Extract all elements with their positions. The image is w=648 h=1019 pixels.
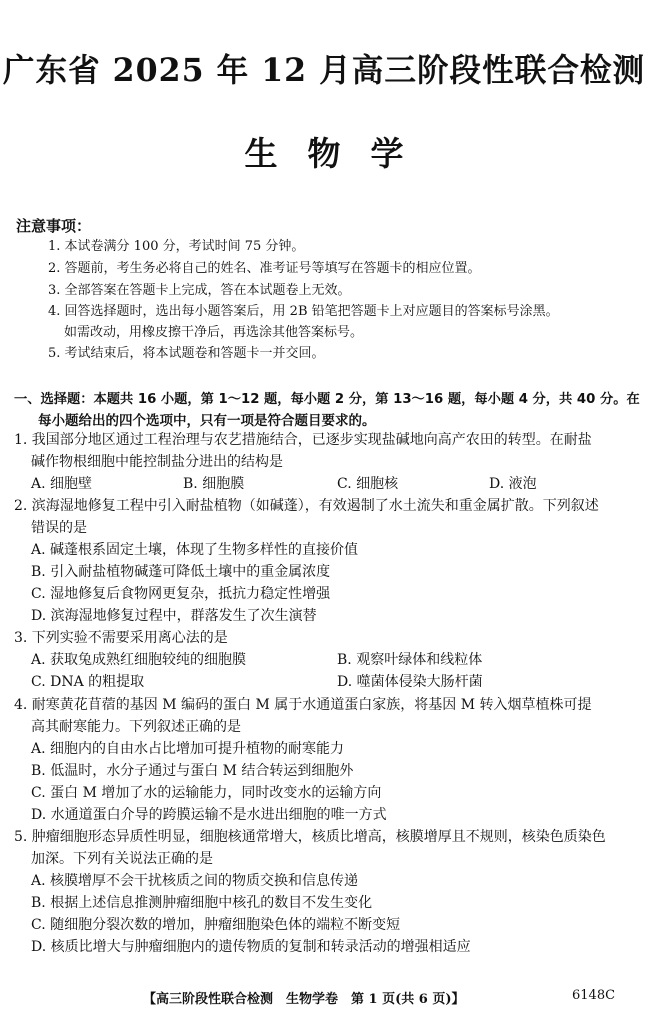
question-1-option-a: A. 细胞壁 [31,476,93,492]
question-4-option-a: A. 细胞内的自由水占比增加可提升植物的耐寒能力 [31,741,345,757]
question-3-option-d: D. 噬菌体侵染大肠杆菌 [337,674,483,690]
question-1-option-d: D. 液泡 [489,476,537,492]
question-5-option-b: B. 根据上述信息推测肿瘤细胞中核孔的数目不发生变化 [31,895,373,911]
question-5-option-c: C. 随细胞分裂次数的增加，肿瘤细胞染色体的端粒不断变短 [31,917,401,933]
question-3-stem: 3. 下列实验不需要采用离心法的是 [14,630,228,646]
question-5-option-a: A. 核膜增厚不会干扰核质之间的物质交换和信息传递 [31,873,359,889]
question-1-stem: 1. 我国部分地区通过工程治理与农艺措施结合，已逐步实现盐碱地向高产农田的转型。在耐盐 [14,432,592,448]
question-1-option-b: B. 细胞膜 [183,476,245,492]
question-1-stem-cont: 碱作物根细胞中能控制盐分进出的结构是 [31,454,283,470]
question-4-option-b: B. 低温时，水分子通过与蛋白 M 结合转运到细胞外 [31,763,354,779]
note-item: 3. 全部答案在答题卡上完成，答在本试题卷上无效。 [48,283,351,298]
question-2-option-d: D. 滨海湿地修复过程中，群落发生了次生演替 [31,608,317,624]
note-item: 5. 考试结束后，将本试题卷和答题卡一并交回。 [48,346,325,361]
question-3-option-b: B. 观察叶绿体和线粒体 [337,652,483,668]
footer-code: 6148C [572,988,616,1003]
question-4-stem: 4. 耐寒黄花苜蓿的基因 M 编码的蛋白 M 属于水通道蛋白家族，将基因 M 转入烟草植株可提 [14,697,592,713]
question-3-option-a: A. 获取兔成熟红细胞较纯的细胞膜 [31,652,247,668]
subject-title: 生物学 [244,134,434,173]
question-2-option-b: B. 引入耐盐植物碱蓬可降低土壤中的重金属浓度 [31,564,331,580]
question-5-stem-cont: 加深。下列有关说法正确的是 [31,851,213,867]
section-heading-cont: 每小题给出的四个选项中，只有一项是符合题目要求的。 [38,413,376,429]
question-5-option-d: D. 核质比增大与肿瘤细胞内的遗传物质的复制和转录活动的增强相适应 [31,939,471,955]
note-item: 2. 答题前，考生务必将自己的姓名、准考证号等填写在答题卡的相应位置。 [48,261,481,276]
question-5-stem: 5. 肿瘤细胞形态异质性明显，细胞核通常增大，核质比增高，核膜增厚且不规则，核染色质染色 [14,829,606,845]
note-item: 4. 回答选择题时，选出每小题答案后，用 2B 铅笔把答题卡上对应题目的答案标号涂黑。 [48,304,559,319]
question-2-option-a: A. 碱蓬根系固定土壤，体现了生物多样性的直接价值 [31,542,359,558]
footer-page-info: 【高三阶段性联合检测 生物学卷 第 1 页(共 6 页)】 [143,992,465,1007]
question-4-option-d: D. 水通道蛋白介导的跨膜运输不是水进出细胞的唯一方式 [31,807,387,823]
question-2-option-c: C. 湿地修复后食物网更复杂，抵抗力稳定性增强 [31,586,331,602]
question-4-stem-cont: 高其耐寒能力。下列叙述正确的是 [31,719,241,735]
question-2-stem: 2. 滨海湿地修复工程中引入耐盐植物（如碱蓬），有效遏制了水土流失和重金属扩散。下列叙述 [14,498,599,514]
question-4-option-c: C. 蛋白 M 增加了水的运输能力，同时改变水的运输方向 [31,785,382,801]
question-1-option-c: C. 细胞核 [337,476,399,492]
note-item: 1. 本试卷满分 100 分，考试时间 75 分钟。 [48,239,305,254]
question-2-stem-cont: 错误的是 [31,520,87,536]
note-item: 如需改动，用橡皮擦干净后，再选涂其他答案标号。 [64,325,364,340]
question-3-option-c: C. DNA 的粗提取 [31,674,145,690]
notes-title: 注意事项： [16,217,92,235]
exam-title: 广东省 2025 年 12 月高三阶段性联合检测 [2,52,646,89]
section-heading: 一、选择题：本题共 16 小题，第 1～12 题，每小题 2 分，第 13～16 题，每小题 4 分，共 40 分。在 [14,392,640,407]
